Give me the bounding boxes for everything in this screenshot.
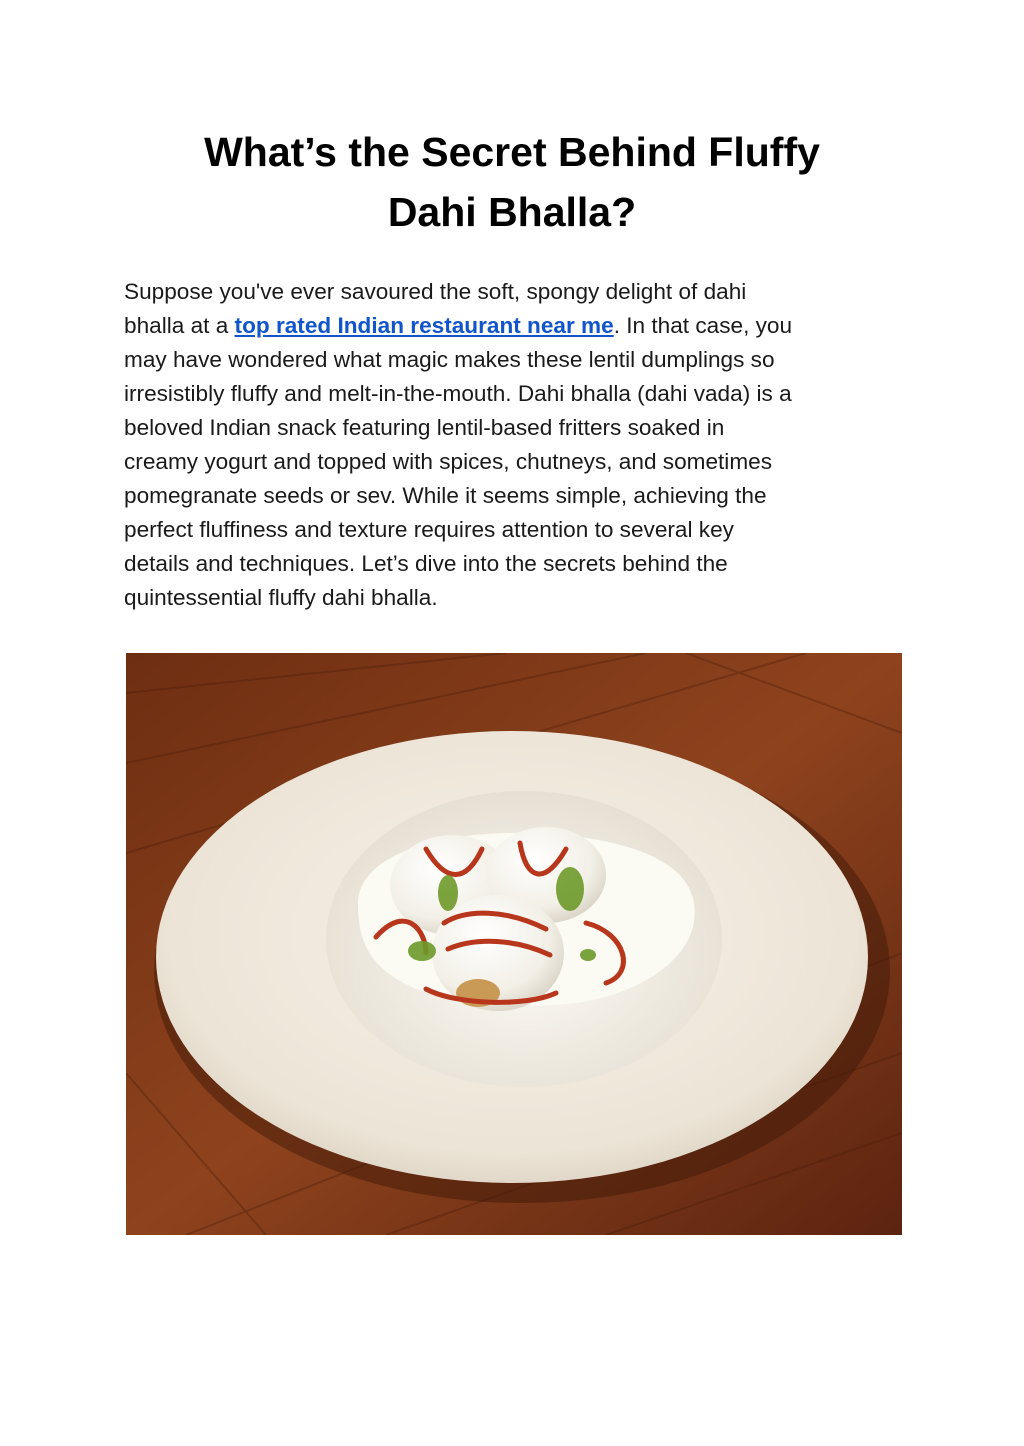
page-title <box>100 122 924 242</box>
title-line-1: What’s the Secret Behind Fluffy <box>204 129 820 175</box>
paragraph-line-with-link <box>124 309 904 343</box>
paragraph-text: bhalla at a <box>124 313 235 338</box>
restaurant-link[interactable]: top rated Indian restaurant near me <box>234 313 614 338</box>
paragraph-line: details and techniques. Let’s dive into the secrets behind the <box>124 551 728 576</box>
dahi-bhalla-photo <box>126 653 902 1235</box>
paragraph-line: may have wondered what magic makes these lentil dumplings so <box>124 347 775 372</box>
paragraph-line: pomegranate seeds or sev. While it seems simple, achieving the <box>124 483 767 508</box>
title-line-2: Dahi Bhalla? <box>387 189 637 235</box>
paragraph-text: . In that case, you <box>613 313 793 338</box>
paragraph-line: creamy yogurt and topped with spices, chutneys, and sometimes <box>124 449 773 474</box>
dahi-bhalla-illustration <box>126 653 902 1235</box>
paragraph-line: beloved Indian snack featuring lentil-based fritters soaked in <box>124 415 725 440</box>
intro-paragraph <box>124 275 904 615</box>
paragraph-line: Suppose you've ever savoured the soft, spongy delight of dahi <box>124 279 747 304</box>
paragraph-line: irresistibly fluffy and melt-in-the-mouth. Dahi bhalla (dahi vada) is a <box>124 381 792 406</box>
paragraph-line: perfect fluffiness and texture requires attention to several key <box>124 517 734 542</box>
paragraph-line: quintessential fluffy dahi bhalla. <box>124 585 438 610</box>
